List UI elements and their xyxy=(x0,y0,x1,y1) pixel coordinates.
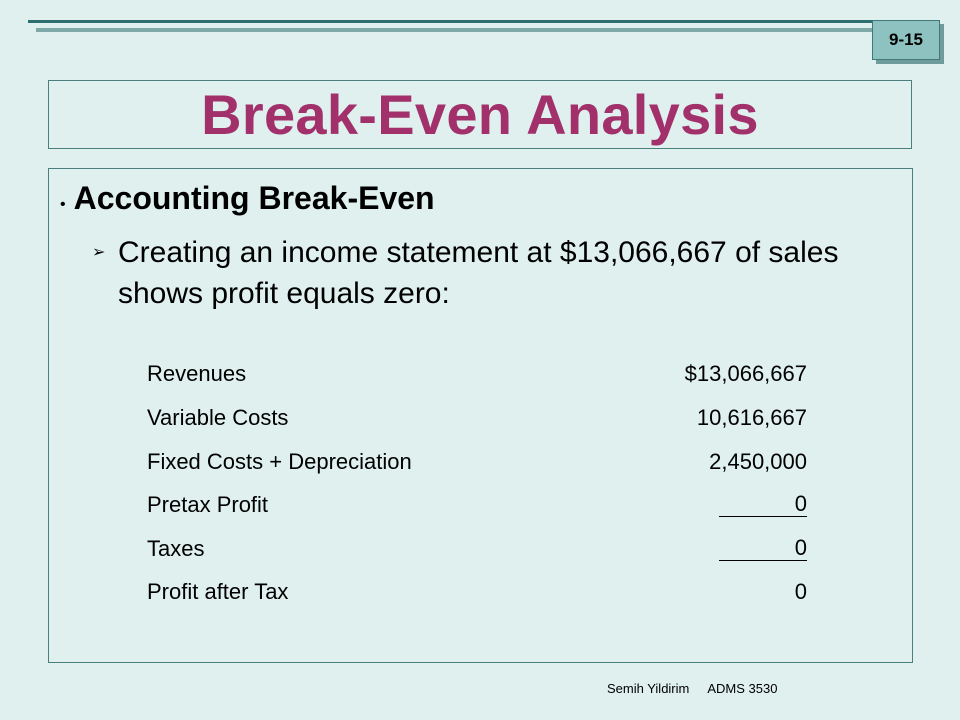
title-box xyxy=(48,80,912,149)
slide-number: 9-15 xyxy=(888,30,924,49)
statement-row xyxy=(147,579,807,607)
slide-title: Break-Even Analysis xyxy=(201,83,759,146)
statement-row xyxy=(147,449,807,477)
row-label: Profit after Tax xyxy=(147,579,289,604)
footer-author: Semih Yildirim xyxy=(607,681,690,696)
row-label: Pretax Profit xyxy=(147,492,269,517)
bullet-dot-icon: • xyxy=(60,196,66,213)
footer xyxy=(607,681,795,696)
sub-bullet-item xyxy=(92,232,892,314)
row-value: 10,616,667 xyxy=(696,405,807,430)
statement-row xyxy=(147,536,807,564)
statement-row xyxy=(147,361,807,389)
arrow-bullet-icon: ➢ xyxy=(92,244,106,261)
header-rule-bottom xyxy=(36,28,940,32)
row-value: $13,066,667 xyxy=(684,361,807,386)
row-label: Fixed Costs + Depreciation xyxy=(147,449,412,474)
statement-row xyxy=(147,405,807,433)
row-value: 2,450,000 xyxy=(709,449,807,474)
row-label: Revenues xyxy=(147,361,247,386)
bullet-text: Accounting Break-Even xyxy=(73,180,435,216)
row-label: Taxes xyxy=(147,536,205,561)
footer-course: ADMS 3530 xyxy=(707,681,778,696)
row-label: Variable Costs xyxy=(147,405,289,430)
statement-row xyxy=(147,492,807,520)
row-value: 0 xyxy=(719,536,807,561)
slide-number-badge xyxy=(872,20,940,60)
sub-bullet-text: Creating an income statement at $13,066,667 of sales shows profit equals zero: xyxy=(118,236,839,310)
header-rule-top xyxy=(28,20,940,23)
bullet-item xyxy=(60,180,435,217)
row-value: 0 xyxy=(794,579,807,604)
row-value: 0 xyxy=(719,492,807,517)
